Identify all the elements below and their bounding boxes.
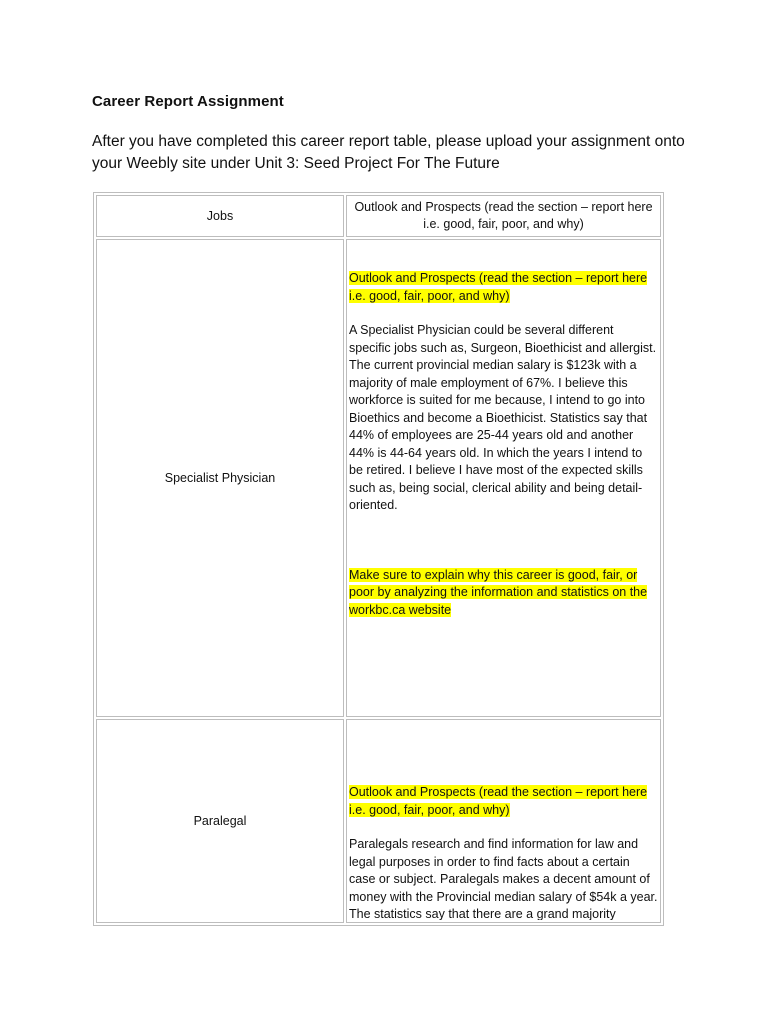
spacer: [349, 240, 658, 270]
highlighted-prompt: Outlook and Prospects (read the section – report here i.e. good, fair, poor, and why): [349, 271, 648, 303]
header-outlook: Outlook and Prospects (read the section – report here i.e. good, fair, poor, and why): [346, 195, 661, 237]
intro-line-2: your Weebly site under Unit 3: Seed Project For The Future: [92, 155, 500, 172]
highlighted-prompt: Outlook and Prospects (read the section – report here i.e. good, fair, poor, and why): [349, 785, 648, 817]
spacer: [349, 515, 658, 567]
reminder-note: [349, 567, 658, 620]
outlook-prompt: [349, 270, 658, 305]
outlook-cell: [346, 719, 661, 923]
cell-clip: [349, 720, 658, 920]
job-name-cell: Paralegal: [96, 719, 344, 923]
outlook-answer: Paralegals research and find information for law and legal purposes in order to find facts about a certain case or subject. Paralegals makes a decent amount of money with the Provincial median salary of $54k a year. The statistics say that there are a grand majority: [349, 837, 658, 920]
table-row: [96, 239, 661, 717]
outlook-cell: [346, 239, 661, 717]
table-header-row: [96, 195, 661, 237]
career-report-table: [93, 192, 664, 926]
job-name-cell: Specialist Physician: [96, 239, 344, 717]
outlook-answer: A Specialist Physician could be several different specific jobs such as, Surgeon, Bioethicist and allergist. The current provincial median salary is $123k with a majority of male employment of 67%. I believe this workforce is suited for me because, I intend to go into Bioethics and become a Bioethicist. Statistics say that 44% of employees are 25-44 years old and another 44% is 44-64 years old. In which the years I intend to be retired. I believe I have most of the expected skills such as, being social, clerical ability and being detail-oriented.: [349, 323, 657, 512]
intro-paragraph: [92, 131, 685, 175]
header-jobs: Jobs: [96, 195, 344, 237]
outlook-prompt: [349, 784, 658, 819]
spacer: [349, 305, 658, 322]
table-row: [96, 719, 661, 923]
document-title: Career Report Assignment: [92, 93, 284, 110]
spacer: [349, 720, 658, 784]
intro-line-1: After you have completed this career report table, please upload your assignment onto: [92, 133, 685, 150]
spacer: [349, 819, 658, 836]
highlighted-reminder: Make sure to explain why this career is good, fair, or poor by analyzing the information and statistics on the workbc.ca website: [349, 567, 648, 617]
